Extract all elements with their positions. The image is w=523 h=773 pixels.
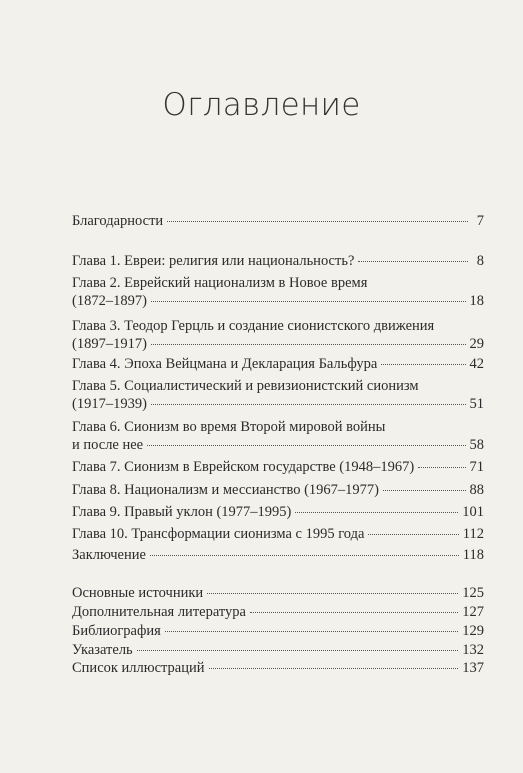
toc-entry-title: Глава 6. Сионизм во время Второй мировой войны (72, 419, 386, 435)
toc-entry-title: Глава 4. Эпоха Вейцмана и Декларация Бальфура (72, 356, 378, 372)
toc-entry[interactable] (72, 603, 484, 621)
toc-entry[interactable] (72, 481, 484, 499)
toc-page-number: 51 (469, 396, 484, 412)
toc-entry-line (72, 377, 484, 395)
toc-entry-title: Библиография (72, 623, 161, 639)
dot-leader (418, 467, 465, 468)
toc-entry-title: (1897–1917) (72, 336, 147, 352)
toc-entry-title: Основные источники (72, 585, 204, 601)
toc-entry-line (72, 335, 484, 353)
toc-entry-line (72, 395, 484, 413)
dot-leader (151, 301, 466, 302)
toc-entry-line (72, 355, 484, 373)
dot-leader (147, 445, 465, 446)
toc-entry-line (72, 641, 484, 659)
toc-page-number: 125 (462, 585, 484, 601)
toc-entry-line (72, 317, 484, 335)
dot-leader (250, 612, 458, 613)
toc-page-number: 7 (476, 213, 484, 229)
toc-entry[interactable] (72, 317, 484, 353)
toc-entry-title: Список иллюстраций (72, 660, 205, 676)
toc-entry-line (72, 458, 484, 476)
toc-entry-title: (1872–1897) (72, 293, 147, 309)
toc-entry[interactable] (72, 525, 484, 543)
toc-page-number: 132 (462, 642, 484, 658)
page-title: Оглавление (162, 86, 361, 123)
toc-entry[interactable] (72, 641, 484, 659)
toc-entry-title: Глава 8. Национализм и мессианство (1967–1977) (72, 482, 379, 498)
toc-entry-line (72, 212, 484, 230)
toc-entry-line (72, 436, 484, 454)
toc-entry-title: Глава 5. Социалистический и ревизионистский сионизм (72, 378, 419, 394)
toc-entry-line (72, 525, 484, 543)
dot-leader (150, 555, 459, 556)
toc-page-number: 29 (469, 336, 484, 352)
dot-leader (167, 221, 468, 222)
dot-leader (381, 364, 465, 365)
toc-entry[interactable] (72, 212, 484, 230)
toc-entry-line (72, 584, 484, 602)
toc-entry-title: Благодарности (72, 213, 164, 229)
toc-entry-line (72, 274, 484, 292)
toc-entry-title: Глава 9. Правый уклон (1977–1995) (72, 504, 292, 520)
toc-entry-line (72, 481, 484, 499)
toc-page-number: 118 (462, 547, 484, 563)
toc-page-number: 137 (462, 660, 484, 676)
toc-entry-title: Глава 2. Еврейский национализм в Новое время (72, 275, 368, 291)
dot-leader (368, 534, 458, 535)
toc-entry[interactable] (72, 274, 484, 310)
dot-leader (151, 344, 466, 345)
toc-page-number: 101 (462, 504, 484, 520)
toc-page-number: 129 (462, 623, 484, 639)
toc-entry[interactable] (72, 377, 484, 413)
toc-entry-title: Указатель (72, 642, 133, 658)
toc-entry-title: Дополнительная литература (72, 604, 246, 620)
toc-entry[interactable] (72, 659, 484, 677)
toc-entry[interactable] (72, 418, 484, 454)
dot-leader (358, 261, 468, 262)
dot-leader (137, 650, 459, 651)
toc-entry-line (72, 659, 484, 677)
toc-entry-line (72, 252, 484, 270)
dot-leader (207, 593, 458, 594)
dot-leader (209, 668, 459, 669)
toc-page-number: 18 (469, 293, 484, 309)
toc-entry[interactable] (72, 355, 484, 373)
toc-entry-title: Глава 7. Сионизм в Еврейском государстве (1948–1967) (72, 459, 415, 475)
toc-entry-line (72, 546, 484, 564)
toc-entry-line (72, 622, 484, 640)
toc-entry-title: Заключение (72, 547, 146, 563)
toc-entry-title: Глава 3. Теодор Герцль и создание сионистского движения (72, 318, 435, 334)
toc-page-number: 58 (469, 437, 484, 453)
dot-leader (295, 512, 458, 513)
toc-entry-line (72, 503, 484, 521)
toc-entry-line (72, 292, 484, 310)
dot-leader (383, 490, 466, 491)
dot-leader (165, 631, 458, 632)
toc-page-number: 42 (469, 356, 484, 372)
toc-entry-title: Глава 10. Трансформации сионизма с 1995 года (72, 526, 365, 542)
toc-entry[interactable] (72, 458, 484, 476)
toc-entry-title: и после нее (72, 437, 144, 453)
toc-entry-line (72, 603, 484, 621)
toc-entry[interactable] (72, 503, 484, 521)
toc-page-number: 8 (476, 253, 484, 269)
toc-page-number: 88 (469, 482, 484, 498)
toc-entry-title: (1917–1939) (72, 396, 147, 412)
toc-page-number: 127 (462, 604, 484, 620)
toc-page-number: 71 (469, 459, 484, 475)
toc-page-number: 112 (462, 526, 484, 542)
toc-entry[interactable] (72, 584, 484, 602)
dot-leader (151, 404, 466, 405)
toc-entry[interactable] (72, 252, 484, 270)
toc-entry-title: Глава 1. Евреи: религия или национальность? (72, 253, 355, 269)
toc-entry[interactable] (72, 622, 484, 640)
toc-entry[interactable] (72, 546, 484, 564)
toc-entry-line (72, 418, 484, 436)
